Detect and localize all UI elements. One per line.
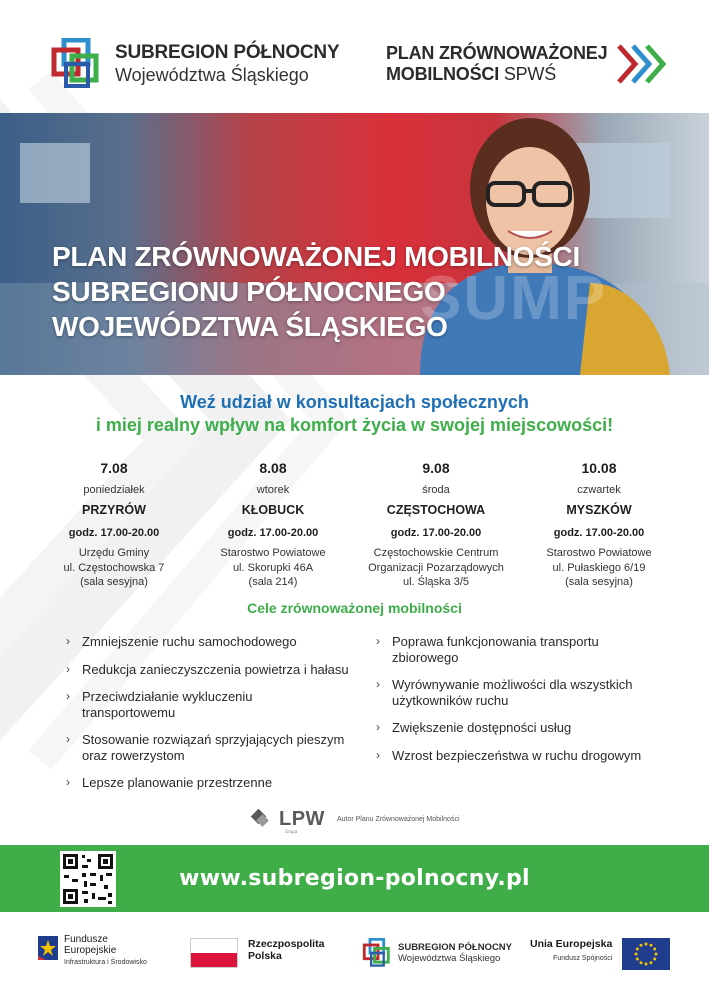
hero-title-line: SUBREGIONU PÓŁNOCNEGO <box>52 276 446 307</box>
goal-item <box>66 634 366 650</box>
address-line: (sala sesyjna) <box>80 576 148 588</box>
chevron-right-icon: › <box>376 720 380 734</box>
subregion-mark-icon <box>50 38 106 90</box>
chevron-right-icon: › <box>66 732 70 746</box>
cta-line2: i miej realny wpływ na komfort życia w swojej miejscowości! <box>95 415 614 435</box>
chevron-right-icon: › <box>66 661 70 676</box>
address-line: Organizacji Pozarządowych <box>368 561 504 574</box>
chevron-right-icon: › <box>376 677 380 691</box>
eu-line1: Unia Europejska <box>530 938 613 950</box>
train-window <box>20 143 90 203</box>
address-line: Starostwo Powiatowe <box>546 547 652 559</box>
author-logo <box>249 807 460 834</box>
address-line: Częstochowskie Centrum <box>373 547 499 559</box>
call-to-action <box>0 392 709 436</box>
hero-title <box>52 239 580 344</box>
goal-item <box>66 732 366 763</box>
chevron-right-icon: › <box>66 634 70 648</box>
goal-item <box>376 677 676 708</box>
goal-text: Redukcja zanieczyszczenia powietrza i hałasu <box>82 661 349 677</box>
address-line: Urzędu Gminy <box>78 547 150 559</box>
goal-item <box>66 775 366 791</box>
chevron-right-icon: › <box>66 689 70 703</box>
meeting-address <box>29 546 199 590</box>
subregion-mark-icon <box>362 938 394 968</box>
plan-logo-line2-rest: SPWŚ <box>503 64 557 84</box>
address-line: ul. Pułaskiego 6/19 <box>552 561 646 574</box>
subregion-footer-subtitle: Województwa Śląskiego <box>398 953 501 964</box>
meeting-date: 8.08 <box>259 460 287 476</box>
goals-title: Cele zrównoważonej mobilności <box>247 600 462 616</box>
address-line: ul. Częstochowska 7 <box>63 561 165 574</box>
meeting-item <box>29 460 199 590</box>
fe-line3: Infrastruktura i Środowisko <box>64 959 147 966</box>
plan-logo-line2-bold: MOBILNOŚCI <box>386 64 499 84</box>
goals-list-left <box>66 634 366 803</box>
goal-text: transportowemu <box>82 704 176 720</box>
meeting-day: wtorek <box>256 484 290 496</box>
subregion-footer-logo <box>362 938 512 968</box>
meeting-city: CZĘSTOCHOWA <box>386 503 486 517</box>
address-line: Starostwo Powiatowe <box>220 547 326 559</box>
meeting-address <box>351 546 521 590</box>
plan-logo <box>386 42 677 86</box>
goal-text: Zwiększenie dostępności usług <box>392 720 572 735</box>
hero-watermark: SUMP <box>420 264 608 333</box>
cta-line1: Weź udział w konsultacjach społecznych <box>180 392 529 412</box>
fe-line2: Europejskie <box>64 945 117 956</box>
subregion-footer-title: SUBREGION PÓŁNOCNY <box>398 942 513 953</box>
website-url[interactable]: www.subregion-polnocny.pl <box>179 866 530 891</box>
goal-text: Przeciwdziałanie wykluczeniu <box>82 689 253 704</box>
meeting-city: MYSZKÓW <box>566 503 632 517</box>
chevron-right-icon: › <box>376 634 380 648</box>
meeting-address <box>514 546 684 590</box>
lpw-diamond-icon <box>249 807 273 831</box>
meeting-day: środa <box>422 484 450 496</box>
address-line: ul. Śląska 3/5 <box>402 576 470 588</box>
address-line: (sala sesyjna) <box>565 576 633 588</box>
goal-item <box>376 634 676 665</box>
goal-item <box>66 662 366 678</box>
meeting-city: KŁOBUCK <box>241 503 305 517</box>
rp-line1: Rzeczpospolita <box>248 938 325 950</box>
meeting-date: 10.08 <box>581 460 617 476</box>
fe-logo <box>36 934 147 966</box>
hero-title-line: WOJEWÓDZTWA ŚLĄSKIEGO <box>52 311 448 342</box>
meeting-hours: godz. 17.00-20.00 <box>68 527 160 539</box>
chevron-right-icon: › <box>66 775 70 789</box>
eu-line2: Fundusz Spójności <box>553 955 613 962</box>
address-line: ul. Skorupki 46A <box>232 561 314 574</box>
eu-logo <box>530 938 670 970</box>
goal-text: Poprawa funkcjonowania transportu <box>392 634 599 649</box>
meeting-item <box>351 460 521 590</box>
meeting-day: poniedziałek <box>83 484 145 496</box>
plan-logo-line1: PLAN ZRÓWNOWAŻONEJ <box>386 43 608 63</box>
chevron-right-icon: › <box>376 747 380 762</box>
hero-banner <box>0 113 709 375</box>
meeting-hours: godz. 17.00-20.00 <box>553 527 645 539</box>
goal-text: zbiorowego <box>392 649 459 665</box>
goal-text: Lepsze planowanie przestrzenne <box>82 775 273 790</box>
goal-text: Wzrost bezpieczeństwa w ruchu drogowym <box>392 747 642 763</box>
rp-logo <box>190 938 324 968</box>
meeting-item <box>188 460 358 590</box>
rp-line2: Polska <box>248 950 282 962</box>
meeting-city: PRZYRÓW <box>82 503 146 517</box>
hero-title-line: PLAN ZRÓWNOWAŻONEJ MOBILNOŚCI <box>52 241 580 272</box>
meeting-day: czwartek <box>577 484 621 496</box>
header <box>0 0 709 113</box>
subregion-logo <box>50 38 339 90</box>
subregion-logo-title: SUBREGION PÓŁNOCNY <box>115 42 340 63</box>
footer-logos <box>0 912 709 1000</box>
author-caption: Autor Planu Zrównoważonej Mobilności <box>336 815 460 823</box>
address-line: (sala 214) <box>248 576 298 588</box>
goal-text: oraz rowerzystom <box>82 747 185 763</box>
lpw-name: LPW <box>279 807 325 830</box>
goal-text: Wyrównywanie możliwości dla wszystkich <box>392 677 633 692</box>
subregion-logo-subtitle: Województwa Śląskiego <box>115 65 309 85</box>
goal-item <box>376 748 676 764</box>
meeting-hours: godz. 17.00-20.00 <box>390 527 482 539</box>
goals-list-right <box>376 634 676 775</box>
meeting-item <box>514 460 684 590</box>
meeting-date: 7.08 <box>100 460 128 476</box>
meeting-date: 9.08 <box>422 460 450 476</box>
eu-flag-icon <box>622 938 670 970</box>
website-band <box>0 845 709 912</box>
chevrons-icon <box>615 42 677 86</box>
fe-star-icon <box>36 934 60 964</box>
fe-line1: Fundusze <box>64 934 108 945</box>
goal-item <box>376 720 676 736</box>
goal-text: użytkowników ruchu <box>392 692 509 708</box>
lpw-small: Grupa <box>285 829 298 834</box>
meeting-hours: godz. 17.00-20.00 <box>227 527 319 539</box>
goal-text: Stosowanie rozwiązań sprzyjających pieszym <box>82 732 345 747</box>
goal-item <box>66 689 366 720</box>
goal-text: Zmniejszenie ruchu samochodowego <box>82 634 297 649</box>
poland-flag-icon <box>190 938 238 968</box>
meeting-address <box>188 546 358 590</box>
